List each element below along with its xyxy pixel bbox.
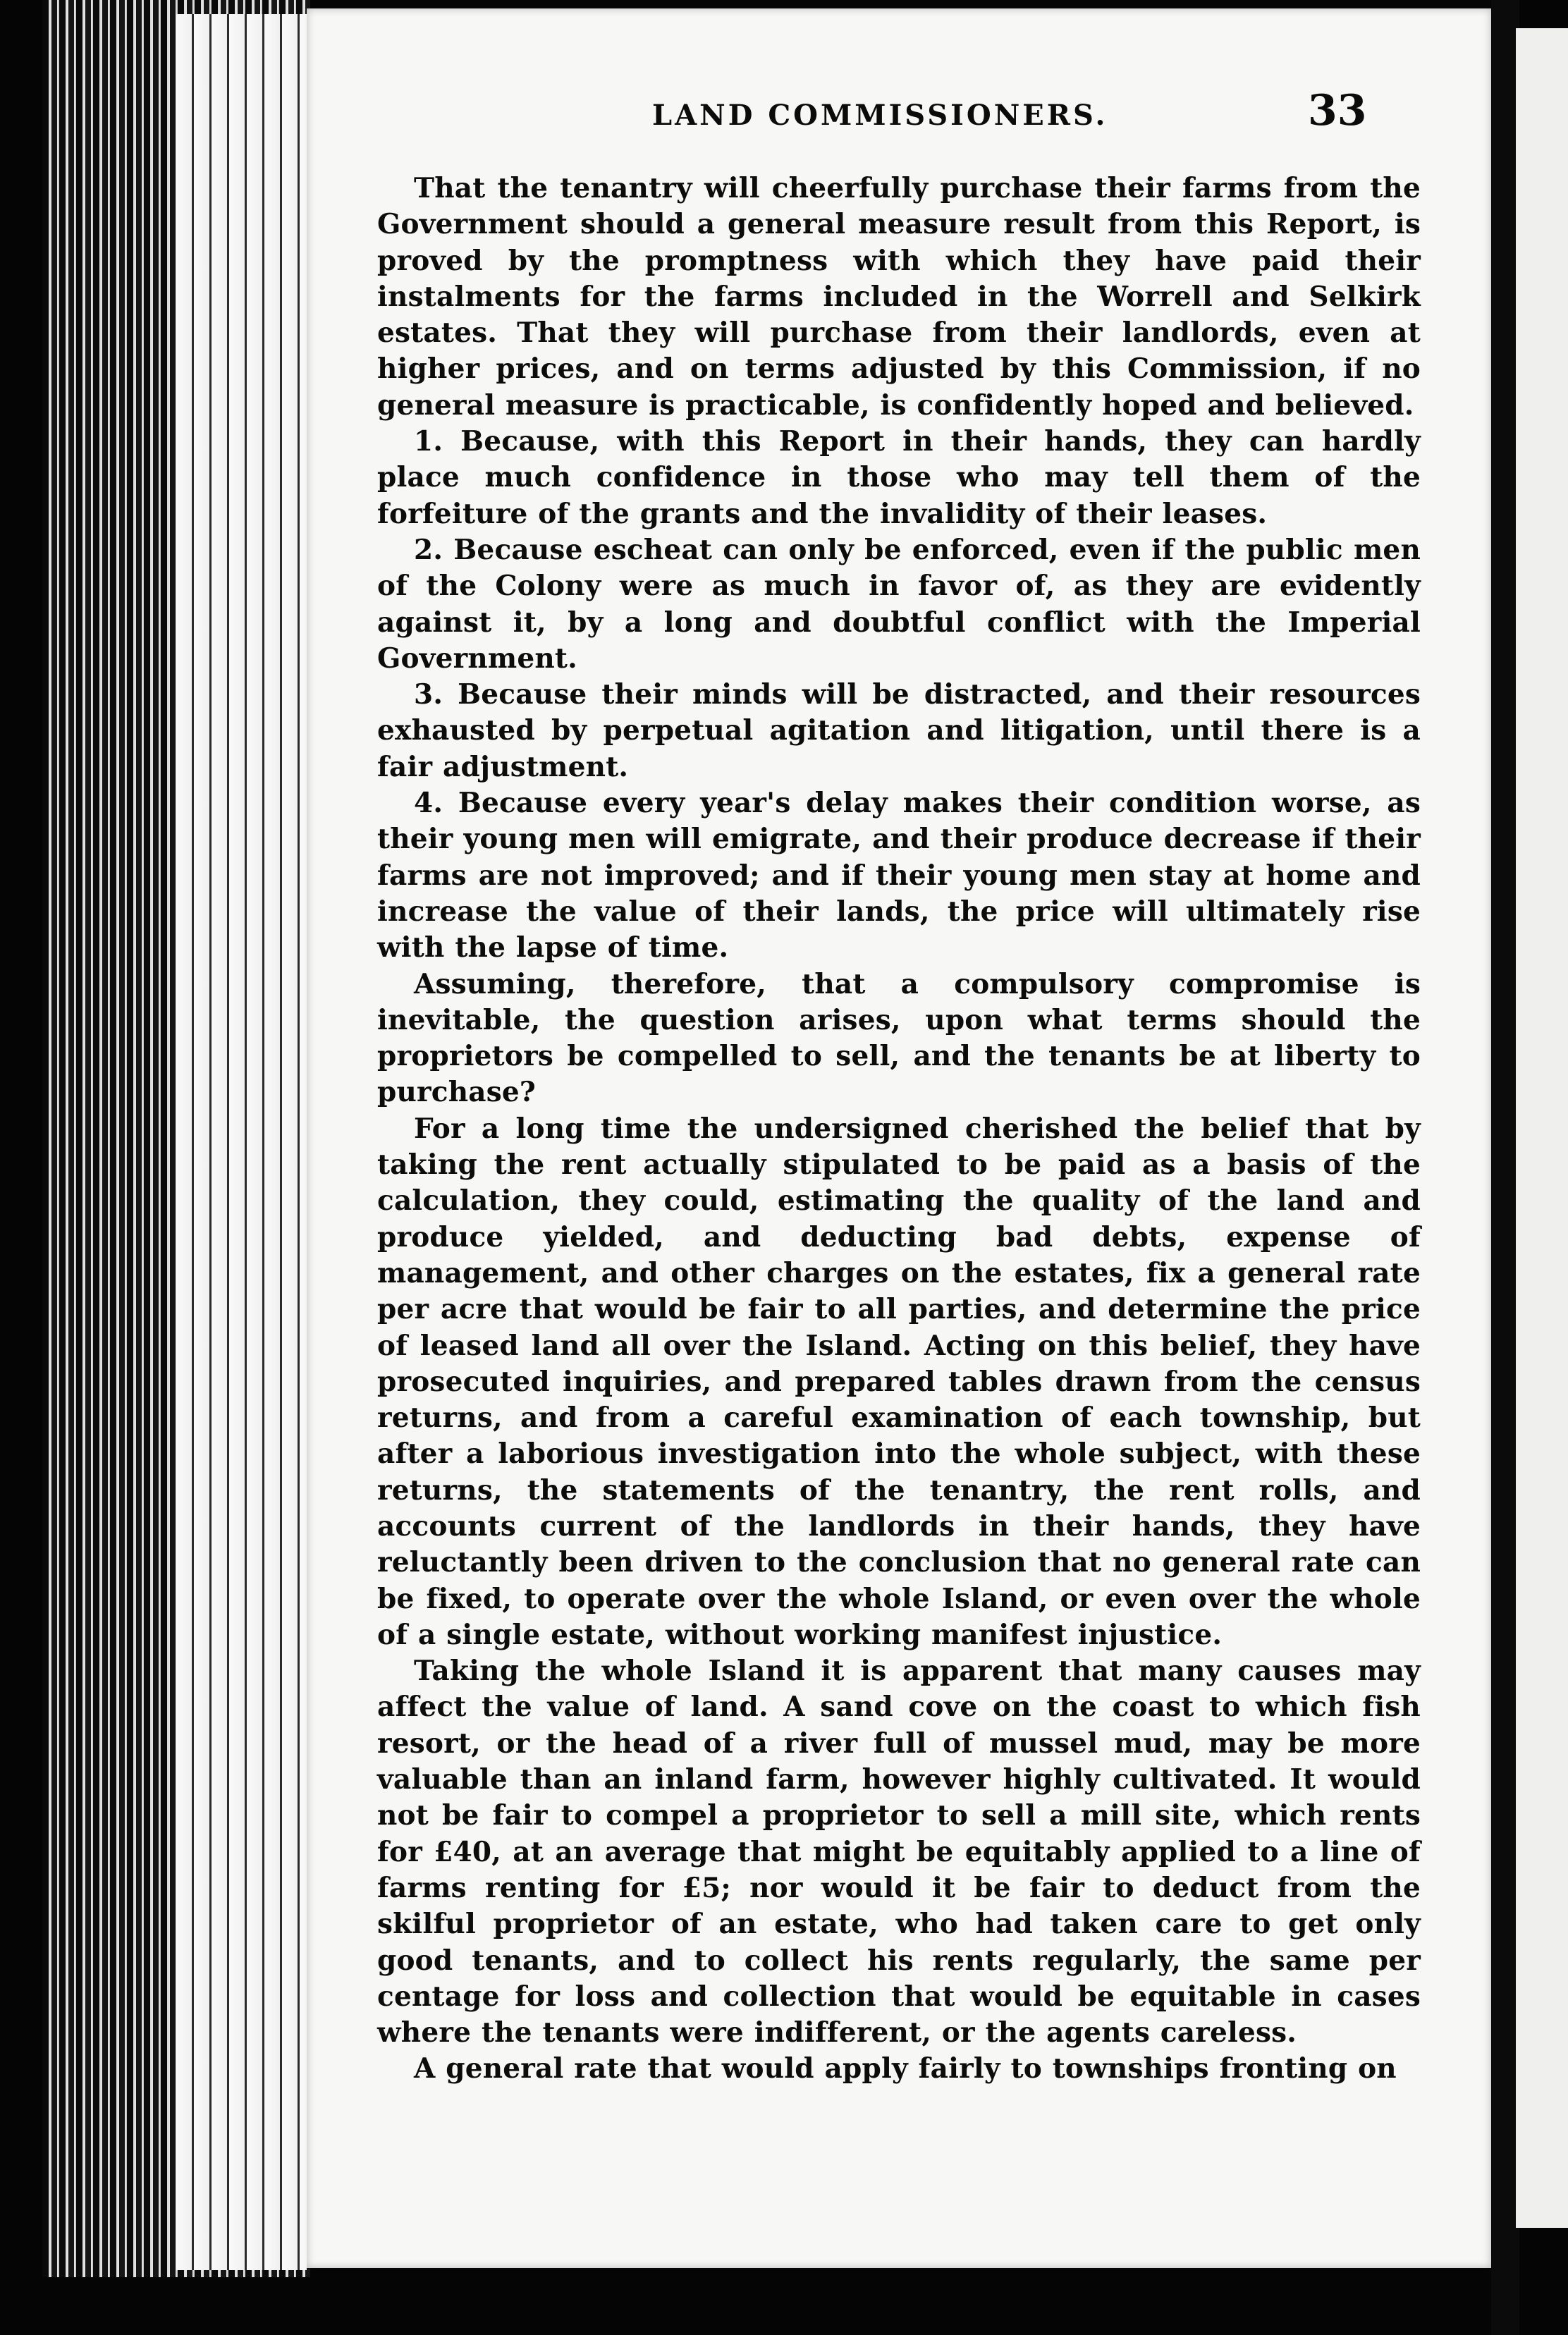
paragraph-reason-3: 3. Because their minds will be distracted, and their resources exhausted by perpetual agitation and litigation, until there is a fair adjustment. (377, 678, 1421, 783)
paragraph-reason-2: 2. Because escheat can only be enforced, even if the public men of the Colony were as much in favor of, as they are evidently against it, by a long and doubtful conflict with the Imperial Government. (377, 533, 1421, 675)
paragraph-tenantry-purchase: That the tenantry will cheerfully purchase their farms from the Government should a general measure result from this Report, is proved by the promptness with which they have paid their instalments for the farms included in the Worrell and Selkirk estates. That they will purchase from their landlords, even at higher prices, and on terms adjusted by this Commission, if no general measure is practicable, is confidently hoped and believed. (377, 172, 1421, 422)
next-page-edge (1516, 28, 1568, 2228)
page-number: 33 (1308, 86, 1367, 135)
book-page-edges-inner (176, 14, 307, 2270)
book-page (307, 8, 1491, 2268)
page-header (307, 86, 1491, 142)
paragraph-townships: A general rate that would apply fairly to townships fronting on (414, 2052, 1397, 2085)
running-head: LAND COMMISSIONERS. (652, 99, 1108, 132)
book-gutter (1491, 0, 1519, 2335)
paragraph-general-rate-belief: For a long time the undersigned cherished the belief that by taking the rent actually stipulated to be paid as a basis of the calculation, they could, estimating the quality of the land and produce yielded, and deducting bad debts, expense of management, and other charges on the estates, fix a general rate per acre that would be fair to all parties, and determine the price of leased land all over the Island. Acting on this belief, they have prosecuted inquiries, and prepared tables drawn from the census returns, and from a careful examination of each township, but after a laborious investigation into the whole subject, with these returns, the statements of the tenantry, the rent rolls, and accounts current of the landlords in their hands, they have reluctantly been driven to the conclusion that no general rate can be fixed, to operate over the whole Island, or even over the whole of a single estate, without working manifest injustice. (377, 1112, 1421, 1651)
paragraph-assuming: Assuming, therefore, that a compulsory compromise is inevitable, the question arises, upon what terms should the proprietors be compelled to sell, and the tenants be at liberty to purchase? (377, 967, 1421, 1109)
body-text (377, 171, 1421, 2088)
paragraph-value-of-land: Taking the whole Island it is apparent that many causes may affect the value of land. A sand cove on the coast to which fish resort, or the head of a river full of mussel mud, may be more valuable than an inland farm, however highly cultivated. It would not be fair to compel a proprietor to sell a mill site, which rents for £40, at an average that might be equitably applied to a line of farms renting for £5; nor would it be fair to deduct from the skilful proprietor of an estate, who had taken care to get only good tenants, and to collect his rents regularly, the same per centage for loss and collection that would be equitable in cases where the tenants were indifferent, or the agents careless. (377, 1655, 1421, 2049)
paragraph-reason-1: 1. Because, with this Report in their hands, they can hardly place much confidence in those who may tell them of the forfeiture of the grants and the invalidity of their leases. (377, 425, 1421, 530)
paragraph-reason-4: 4. Because every year's delay makes their condition worse, as their young men will emigrate, and their produce decrease if their farms are not improved; and if their young men stay at home and increase the value of their lands, the price will ultimately rise with the lapse of time. (377, 787, 1421, 964)
